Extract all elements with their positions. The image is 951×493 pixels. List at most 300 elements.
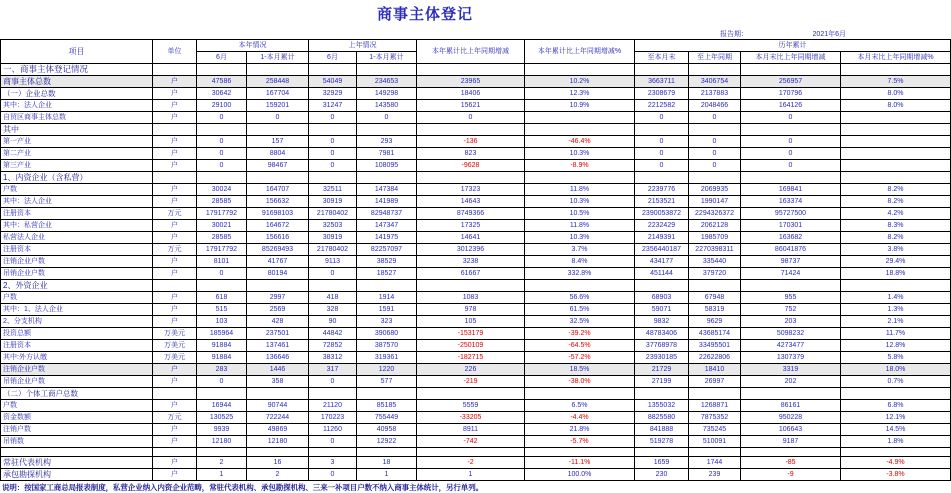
row-value (525, 112, 635, 124)
row-value: 22622806 (689, 352, 741, 364)
row-unit (153, 124, 197, 136)
row-value (689, 172, 741, 184)
row-value: 91884 (197, 352, 247, 364)
row-value: 841888 (635, 424, 689, 436)
table-row (1, 232, 951, 244)
row-value: 21120 (309, 400, 357, 412)
row-value: 8.2% (841, 232, 951, 244)
row-value: 108095 (357, 160, 417, 172)
row-value: 164126 (741, 100, 841, 112)
row-value: 256957 (741, 76, 841, 88)
row-value: 18.8% (841, 268, 951, 280)
row-value (357, 280, 417, 292)
row-value: 0 (197, 148, 247, 160)
row-value (741, 388, 841, 400)
row-value: 95727500 (741, 208, 841, 220)
row-label: 吊销企业户数 (1, 376, 153, 388)
row-value (197, 448, 247, 457)
row-value (525, 388, 635, 400)
row-value: -742 (417, 436, 525, 448)
row-value (197, 64, 247, 76)
row-value: 230 (635, 469, 689, 481)
row-value: 428 (247, 316, 309, 328)
row-label: 注销企业户数 (1, 364, 153, 376)
row-value: 85185 (357, 400, 417, 412)
row-value: 3.8% (841, 244, 951, 256)
table-row (1, 376, 951, 388)
row-value: -4.9% (841, 457, 951, 469)
row-value: 59071 (635, 304, 689, 316)
row-value: 91698103 (247, 208, 309, 220)
row-value (417, 280, 525, 292)
row-value: 72852 (309, 340, 357, 352)
row-value: 258448 (247, 76, 309, 88)
row-value: 1659 (635, 457, 689, 469)
row-value: 149298 (357, 88, 417, 100)
row-value: 17917792 (197, 208, 247, 220)
row-value (841, 280, 951, 292)
row-value: 12.3% (525, 88, 635, 100)
row-label: 其中 (1, 124, 153, 136)
row-value: 0 (417, 112, 525, 124)
row-value: 30024 (197, 184, 247, 196)
row-value: 3663711 (635, 76, 689, 88)
row-value: 21780402 (309, 244, 357, 256)
row-value: 618 (197, 292, 247, 304)
row-value: 8911 (417, 424, 525, 436)
row-unit: 万美元 (153, 340, 197, 352)
row-value: -219 (417, 376, 525, 388)
row-value: 48783406 (635, 328, 689, 340)
table-row (1, 388, 951, 400)
row-label: 常驻代表机构 (1, 457, 153, 469)
row-label: 户数 (1, 292, 153, 304)
row-value: 0 (309, 436, 357, 448)
row-value: 37768978 (635, 340, 689, 352)
row-value: 18406 (417, 88, 525, 100)
row-value: 1.3% (841, 304, 951, 316)
row-value: 2 (197, 457, 247, 469)
header-group-current-year: 本年情况 (197, 40, 309, 52)
row-value: 8.3% (841, 220, 951, 232)
row-value: 16944 (197, 400, 247, 412)
row-value (247, 172, 309, 184)
row-value: 67948 (689, 292, 741, 304)
row-value: 32929 (309, 88, 357, 100)
row-value: 14.5% (841, 424, 951, 436)
row-value: 136646 (247, 352, 309, 364)
table-row (1, 316, 951, 328)
table-row (1, 172, 951, 184)
row-value: 1268871 (689, 400, 741, 412)
row-value (357, 124, 417, 136)
row-unit: 户 (153, 88, 197, 100)
row-value: 15621 (417, 100, 525, 112)
row-unit: 户 (153, 376, 197, 388)
row-value (417, 388, 525, 400)
row-value: 11.7% (841, 328, 951, 340)
row-value: 28585 (197, 232, 247, 244)
row-label: 户数 (1, 184, 153, 196)
row-value: 47586 (197, 76, 247, 88)
row-value (635, 172, 689, 184)
row-value: 44842 (309, 328, 357, 340)
row-unit: 户 (153, 316, 197, 328)
row-value (841, 448, 951, 457)
row-label: 自贸区商事主体总数 (1, 112, 153, 124)
row-value: 3319 (741, 364, 841, 376)
row-value: 0 (309, 376, 357, 388)
row-value (417, 64, 525, 76)
row-value: 18410 (689, 364, 741, 376)
row-unit: 户 (153, 184, 197, 196)
row-value: 0 (689, 160, 741, 172)
row-value: 11.8% (525, 220, 635, 232)
row-label: 1、内资企业（含私营） (1, 172, 153, 184)
row-value: 1.8% (841, 436, 951, 448)
row-value: 141989 (357, 196, 417, 208)
row-label: 注册资本 (1, 208, 153, 220)
row-value: 8.0% (841, 100, 951, 112)
row-value: 17323 (417, 184, 525, 196)
row-value: 98467 (247, 160, 309, 172)
row-value: 32511 (309, 184, 357, 196)
row-value: 2997 (247, 292, 309, 304)
row-value: -4.4% (525, 412, 635, 424)
row-unit: 万元 (153, 244, 197, 256)
row-value: 0 (741, 136, 841, 148)
row-value: 5559 (417, 400, 525, 412)
table-row (1, 457, 951, 469)
row-label: 户数 (1, 400, 153, 412)
row-value (841, 64, 951, 76)
table-row (1, 268, 951, 280)
row-value: 1591 (357, 304, 417, 316)
row-value: 170796 (741, 88, 841, 100)
row-unit: 万元 (153, 412, 197, 424)
row-value: 0 (197, 268, 247, 280)
table-row (1, 100, 951, 112)
row-value: 130525 (197, 412, 247, 424)
table-row (1, 76, 951, 88)
row-value: 8101 (197, 256, 247, 268)
row-unit: 户 (153, 232, 197, 244)
row-value (357, 172, 417, 184)
row-value: 21.8% (525, 424, 635, 436)
row-value (357, 64, 417, 76)
row-label: 商事主体总数 (1, 76, 153, 88)
header-month-change-pct: 本月末比上年同期增减% (841, 52, 951, 64)
row-value (635, 280, 689, 292)
row-value (741, 448, 841, 457)
row-value: 7875352 (689, 412, 741, 424)
row-unit: 户 (153, 196, 197, 208)
row-value: 28585 (197, 196, 247, 208)
row-unit: 户 (153, 268, 197, 280)
row-value: 1744 (689, 457, 741, 469)
row-value: 2137883 (689, 88, 741, 100)
row-value: 12.8% (841, 340, 951, 352)
row-value: 8825580 (635, 412, 689, 424)
row-value (741, 124, 841, 136)
row-value (741, 64, 841, 76)
row-value: 170301 (741, 220, 841, 232)
row-unit: 户 (153, 400, 197, 412)
row-value: 170223 (309, 412, 357, 424)
table-row (1, 352, 951, 364)
row-value (689, 448, 741, 457)
row-value (525, 64, 635, 76)
row-value: 0 (309, 136, 357, 148)
row-value: 16 (247, 457, 309, 469)
row-value (197, 172, 247, 184)
row-value: 434177 (635, 256, 689, 268)
table-row (1, 280, 951, 292)
header-to-last-same: 至上年同期 (689, 52, 741, 64)
row-label: 注销企业户数 (1, 256, 153, 268)
row-value: 9832 (635, 316, 689, 328)
row-value: 3406754 (689, 76, 741, 88)
row-value: 752 (741, 304, 841, 316)
row-value: 5.8% (841, 352, 951, 364)
row-value: 510091 (689, 436, 741, 448)
row-value: 21729 (635, 364, 689, 376)
report-period-value: 2021年6月 (812, 31, 846, 38)
row-label: 资金数额 (1, 412, 153, 424)
row-value: 0 (309, 160, 357, 172)
row-value: 955 (741, 292, 841, 304)
registration-table (0, 39, 951, 481)
row-value: 12922 (357, 436, 417, 448)
row-value: 9113 (309, 256, 357, 268)
header-cur-month: 6月 (197, 52, 247, 64)
row-value (357, 388, 417, 400)
row-value: 2149391 (635, 232, 689, 244)
row-value: 293 (357, 136, 417, 148)
table-row (1, 64, 951, 76)
row-value: 1083 (417, 292, 525, 304)
row-value: 283 (197, 364, 247, 376)
row-value: 234653 (357, 76, 417, 88)
row-value: 8.2% (841, 184, 951, 196)
header-to-this-month: 至本月末 (635, 52, 689, 64)
row-value: 1220 (357, 364, 417, 376)
row-value: 0 (689, 148, 741, 160)
row-value: 1 (417, 469, 525, 481)
table-row (1, 148, 951, 160)
row-value: 0 (197, 160, 247, 172)
row-value: 950228 (741, 412, 841, 424)
row-value: 7.5% (841, 76, 951, 88)
row-value: 328 (309, 304, 357, 316)
row-value: 105 (417, 316, 525, 328)
row-value: 0 (635, 148, 689, 160)
row-value: 32.5% (525, 316, 635, 328)
table-body (1, 64, 951, 481)
row-value: 58319 (689, 304, 741, 316)
row-value: 185964 (197, 328, 247, 340)
row-value: 21780402 (309, 208, 357, 220)
row-value: 8.4% (525, 256, 635, 268)
row-value: -38.0% (525, 376, 635, 388)
row-value: 226 (417, 364, 525, 376)
row-value: -250109 (417, 340, 525, 352)
row-value: 3.7% (525, 244, 635, 256)
table-row (1, 136, 951, 148)
row-value: 12180 (197, 436, 247, 448)
row-value: -9 (741, 469, 841, 481)
row-value (689, 124, 741, 136)
row-unit: 户 (153, 457, 197, 469)
row-value: 0 (741, 112, 841, 124)
row-value: 14643 (417, 196, 525, 208)
row-value: 6.8% (841, 400, 951, 412)
row-value: 2239776 (635, 184, 689, 196)
row-label: 第三产业 (1, 160, 153, 172)
row-value: 17917792 (197, 244, 247, 256)
row-value: 8.2% (841, 196, 951, 208)
row-value (197, 388, 247, 400)
row-value: 9939 (197, 424, 247, 436)
row-value: 8.0% (841, 88, 951, 100)
row-value (841, 148, 951, 160)
row-label: 2、外资企业 (1, 280, 153, 292)
table-row (1, 196, 951, 208)
row-value: 147347 (357, 220, 417, 232)
row-value: 40958 (357, 424, 417, 436)
row-value: 18 (357, 457, 417, 469)
row-value: 0 (357, 112, 417, 124)
row-unit (153, 448, 197, 457)
row-value: 10.5% (525, 208, 635, 220)
row-value: 98737 (741, 256, 841, 268)
row-value (635, 388, 689, 400)
row-value (309, 124, 357, 136)
header-last-ytd: 1-本月累计 (357, 52, 417, 64)
row-value: -136 (417, 136, 525, 148)
row-value: 0 (309, 268, 357, 280)
row-value (689, 280, 741, 292)
row-value: 12.1% (841, 412, 951, 424)
row-value (525, 172, 635, 184)
row-value: 167704 (247, 88, 309, 100)
row-value: -46.4% (525, 136, 635, 148)
row-label: （一）企业总数 (1, 88, 153, 100)
row-unit: 户 (153, 112, 197, 124)
row-value: 0 (309, 469, 357, 481)
row-value: 7981 (357, 148, 417, 160)
table-row (1, 400, 951, 412)
row-value: 519278 (635, 436, 689, 448)
row-value: 2569 (247, 304, 309, 316)
row-value: 823 (417, 148, 525, 160)
table-row (1, 292, 951, 304)
row-value: 3238 (417, 256, 525, 268)
row-label: 其中:外方认缴 (1, 352, 153, 364)
table-row (1, 160, 951, 172)
row-value: 11.8% (525, 184, 635, 196)
report-period (0, 26, 850, 39)
table-row (1, 328, 951, 340)
row-value: 41767 (247, 256, 309, 268)
row-unit: 户 (153, 76, 197, 88)
row-value: 4.2% (841, 208, 951, 220)
row-value: 0 (635, 160, 689, 172)
row-unit: 万美元 (153, 352, 197, 364)
row-value: 2308679 (635, 88, 689, 100)
row-value: 38529 (357, 256, 417, 268)
row-value: 23965 (417, 76, 525, 88)
row-value: 56.6% (525, 292, 635, 304)
row-value: -11.1% (525, 457, 635, 469)
row-unit: 户 (153, 220, 197, 232)
row-value: 1446 (247, 364, 309, 376)
row-value: -153179 (417, 328, 525, 340)
row-value (635, 124, 689, 136)
row-unit: 户 (153, 304, 197, 316)
row-label: 一、商事主体登记情况 (1, 64, 153, 76)
row-value (635, 448, 689, 457)
row-unit: 户 (153, 469, 197, 481)
row-value: 27199 (635, 376, 689, 388)
row-value: 164672 (247, 220, 309, 232)
row-value: 163682 (741, 232, 841, 244)
row-label: 注销户数 (1, 424, 153, 436)
row-value: 451144 (635, 268, 689, 280)
row-label: 私营法人企业 (1, 232, 153, 244)
row-value (197, 124, 247, 136)
table-row (1, 412, 951, 424)
header-ytd-change-pct: 本年累计比上年同期增减% (525, 40, 635, 64)
table-row (1, 364, 951, 376)
row-value (309, 280, 357, 292)
row-value: 49869 (247, 424, 309, 436)
row-value (841, 112, 951, 124)
row-value: 1914 (357, 292, 417, 304)
row-value: 0 (197, 376, 247, 388)
row-value: 418 (309, 292, 357, 304)
row-label: 承包勘探机构 (1, 469, 153, 481)
row-unit (153, 280, 197, 292)
table-row (1, 340, 951, 352)
table-header (1, 40, 951, 64)
row-value: 0 (741, 148, 841, 160)
row-value: 0 (197, 136, 247, 148)
row-value: 141975 (357, 232, 417, 244)
row-value: 0 (689, 136, 741, 148)
report-period-label: 报告期： (720, 31, 748, 38)
row-value: 38312 (309, 352, 357, 364)
row-value: 2.1% (841, 316, 951, 328)
header-group-cumulative: 历年累计 (635, 40, 951, 52)
row-value: 332.8% (525, 268, 635, 280)
row-value: 735245 (689, 424, 741, 436)
row-value: 9187 (741, 436, 841, 448)
row-value: 2232429 (635, 220, 689, 232)
row-value: 82948737 (357, 208, 417, 220)
row-value: 11260 (309, 424, 357, 436)
table-row (1, 424, 951, 436)
row-value: 1307379 (741, 352, 841, 364)
row-value: 2062128 (689, 220, 741, 232)
row-value: -39.2% (525, 328, 635, 340)
row-value: 1990147 (689, 196, 741, 208)
row-value: 30642 (197, 88, 247, 100)
row-value: 32503 (309, 220, 357, 232)
header-row-groups (1, 40, 951, 52)
row-value: 30919 (309, 232, 357, 244)
row-value: 0.7% (841, 376, 951, 388)
